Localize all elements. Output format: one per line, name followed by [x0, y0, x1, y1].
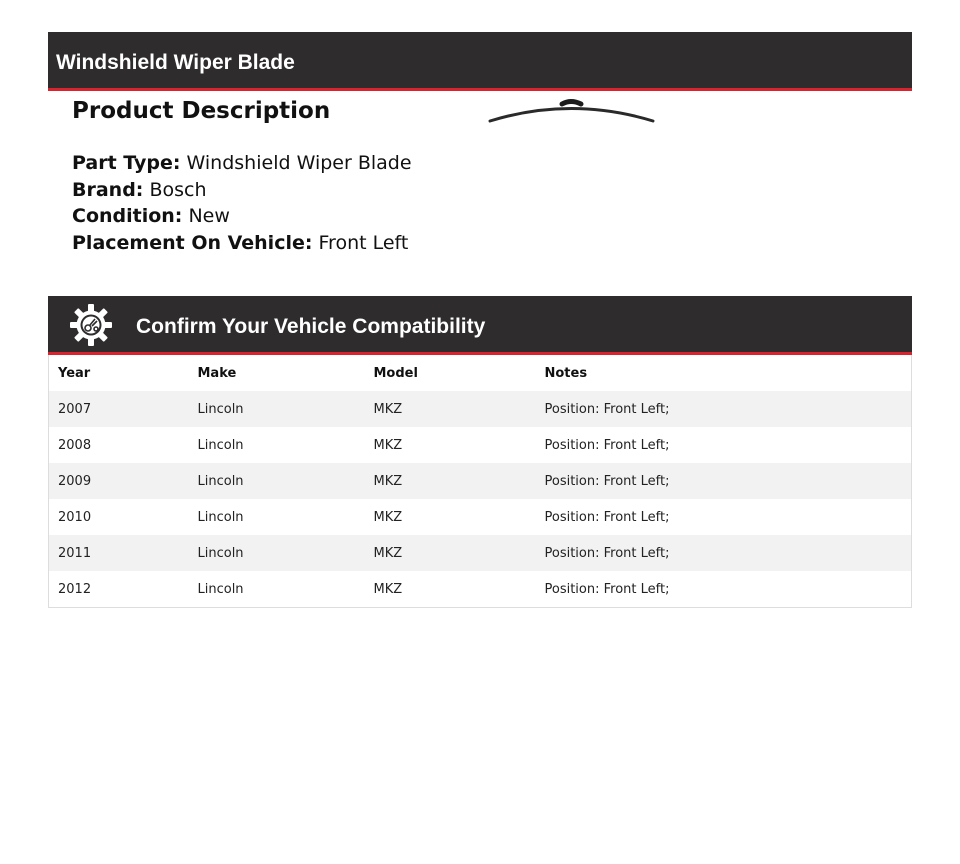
- cell-model: MKZ: [373, 545, 403, 561]
- cell-notes: Position: Front Left;: [544, 545, 670, 561]
- spec-label: Part Type:: [72, 152, 181, 174]
- title-banner: [48, 32, 912, 91]
- spec-label: Brand:: [72, 178, 144, 201]
- table-row: [49, 391, 912, 427]
- cell-model: MKZ: [373, 473, 403, 489]
- page-title: Windshield Wiper Blade: [56, 51, 295, 74]
- cell-model: MKZ: [373, 581, 403, 597]
- compatibility-title: Confirm Your Vehicle Compatibility: [136, 315, 486, 338]
- spec-value: Bosch: [149, 178, 207, 201]
- column-header-notes: Notes: [544, 365, 588, 381]
- table-row: [49, 463, 912, 499]
- cell-make: Lincoln: [197, 509, 244, 525]
- column-header-year: Year: [58, 365, 91, 381]
- cell-model: MKZ: [373, 401, 403, 417]
- column-header-model: Model: [373, 365, 418, 381]
- cell-make: Lincoln: [197, 581, 244, 597]
- cell-year: 2010: [58, 509, 92, 525]
- cell-notes: Position: Front Left;: [544, 473, 670, 489]
- table-row: [49, 535, 912, 571]
- cell-year: 2008: [58, 437, 92, 453]
- spec-part-type: [72, 150, 472, 177]
- spec-value: Windshield Wiper Blade: [186, 152, 412, 174]
- table-row: [49, 499, 912, 535]
- cell-make: Lincoln: [197, 545, 244, 561]
- spec-label: Placement On Vehicle:: [72, 231, 313, 254]
- spec-value: Front Left: [318, 231, 409, 254]
- table-header-row: [49, 355, 912, 391]
- gear-icon: [70, 304, 112, 346]
- table-row: [49, 571, 912, 608]
- cell-notes: Position: Front Left;: [544, 437, 670, 453]
- cell-notes: Position: Front Left;: [544, 509, 670, 525]
- spec-list: [72, 150, 472, 256]
- product-description-heading: Product Description: [72, 98, 331, 124]
- spec-brand: [72, 177, 472, 204]
- wiper-blade-image: [486, 96, 656, 126]
- cell-make: Lincoln: [197, 437, 244, 453]
- cell-year: 2009: [58, 473, 92, 489]
- spec-condition: [72, 203, 472, 230]
- cell-year: 2011: [58, 545, 92, 561]
- cell-make: Lincoln: [197, 401, 244, 417]
- cell-year: 2007: [58, 401, 92, 417]
- cell-notes: Position: Front Left;: [544, 401, 670, 417]
- spec-label: Condition:: [72, 205, 183, 227]
- column-header-make: Make: [197, 365, 237, 381]
- cell-model: MKZ: [373, 509, 403, 525]
- compatibility-table: [48, 355, 912, 608]
- product-description-section: [72, 95, 472, 256]
- spec-placement: [72, 230, 472, 257]
- compatibility-banner: [48, 296, 912, 355]
- cell-year: 2012: [58, 581, 92, 597]
- cell-model: MKZ: [373, 437, 403, 453]
- cell-make: Lincoln: [197, 473, 244, 489]
- cell-notes: Position: Front Left;: [544, 581, 670, 597]
- table-row: [49, 427, 912, 463]
- spec-value: New: [188, 205, 230, 227]
